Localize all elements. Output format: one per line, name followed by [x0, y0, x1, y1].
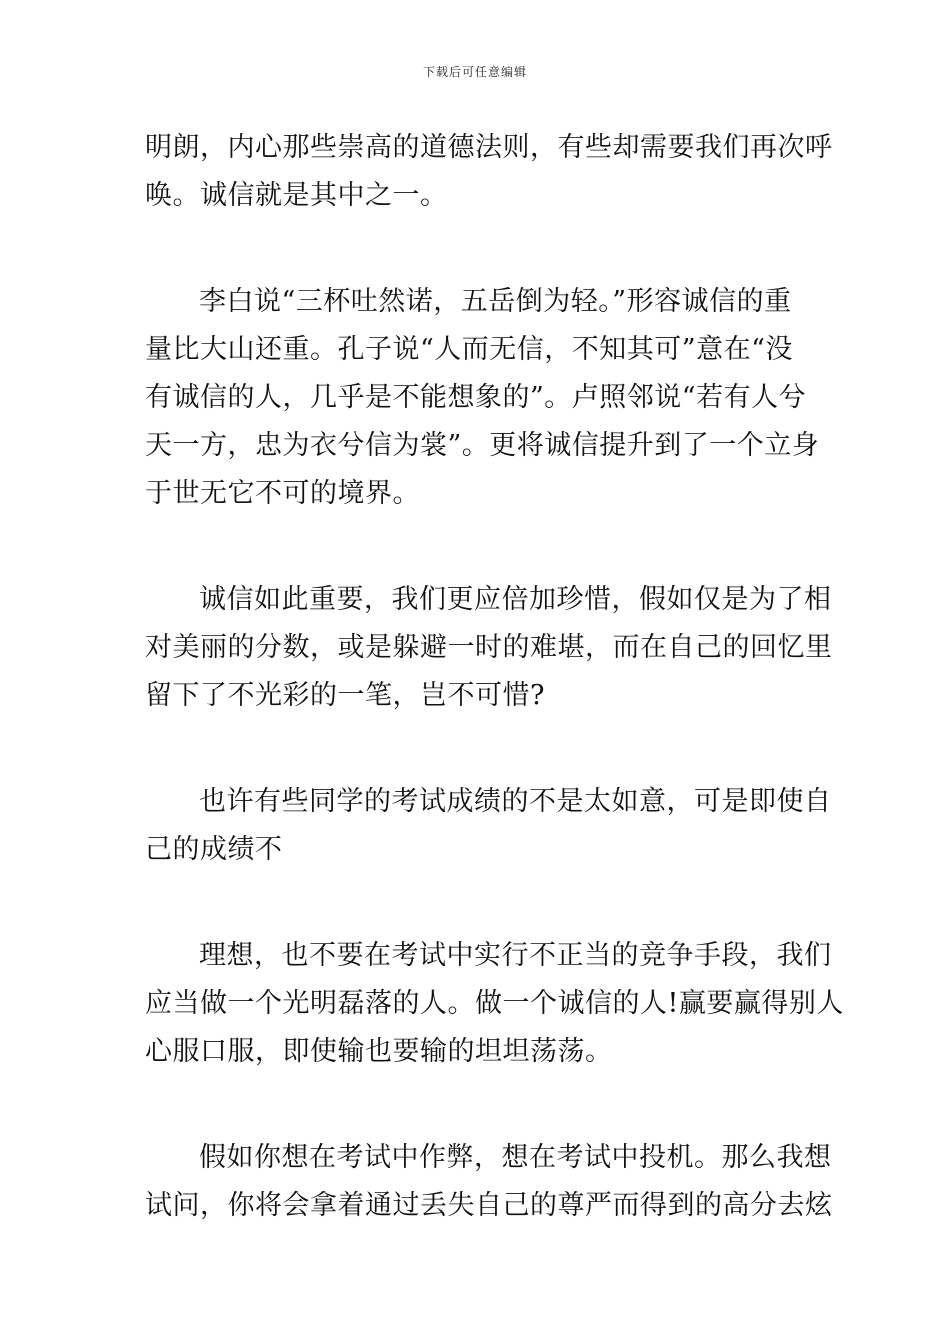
text-line: 唤。诚信就是其中之一。	[145, 180, 448, 211]
paragraph	[145, 932, 844, 1076]
text-line: 有诚信的人，几乎是不能想象的”。卢照邻说“若有人兮	[145, 382, 807, 413]
document-body	[145, 124, 844, 1230]
text-line: 对美丽的分数，或是躲避一时的难堪，而在自己的回忆里	[145, 632, 833, 663]
text-line: 留下了不光彩的一笔，岂不可惜?	[145, 680, 545, 711]
text-line: 试问，你将会拿着通过丢失自己的尊严而得到的高分去炫	[145, 1190, 833, 1221]
text-line: 李白说“三杯吐然诺，五岳倒为轻。”形容诚信的重	[199, 286, 792, 317]
text-line: 量比大山还重。孔子说“人而无信，不知其可”意在“没	[145, 334, 793, 365]
paragraph-gap	[145, 518, 810, 576]
paragraph	[145, 778, 832, 874]
paragraph-gap	[145, 720, 810, 778]
text-line: 天一方，忠为衣兮信为裳”。更将诚信提升到了一个立身	[145, 430, 820, 461]
text-line: 心服口服，即使输也要输的坦坦荡荡。	[145, 1036, 613, 1067]
text-line: 明朗，内心那些崇高的道德法则，有些却需要我们再次呼	[145, 132, 833, 163]
paragraph	[145, 124, 833, 220]
text-line: 理想，也不要在考试中实行不正当的竞争手段，我们	[199, 940, 832, 971]
text-line: 应当做一个光明磊落的人。做一个诚信的人!赢要赢得别人	[145, 988, 844, 1019]
text-line: 假如你想在考试中作弊，想在考试中投机。那么我想	[199, 1142, 832, 1173]
paragraph-gap	[145, 1076, 810, 1134]
paragraph-gap	[145, 874, 810, 932]
text-line: 己的成绩不	[145, 834, 283, 865]
page-header: 下载后可任意编辑	[422, 65, 527, 79]
paragraph-gap	[145, 220, 810, 278]
paragraph	[145, 576, 833, 720]
text-line: 也许有些同学的考试成绩的不是太如意，可是即使自	[199, 786, 832, 817]
paragraph	[145, 1134, 833, 1230]
text-line: 于世无它不可的境界。	[145, 478, 420, 509]
paragraph	[145, 278, 820, 518]
text-line: 诚信如此重要，我们更应倍加珍惜，假如仅是为了相	[199, 584, 832, 615]
